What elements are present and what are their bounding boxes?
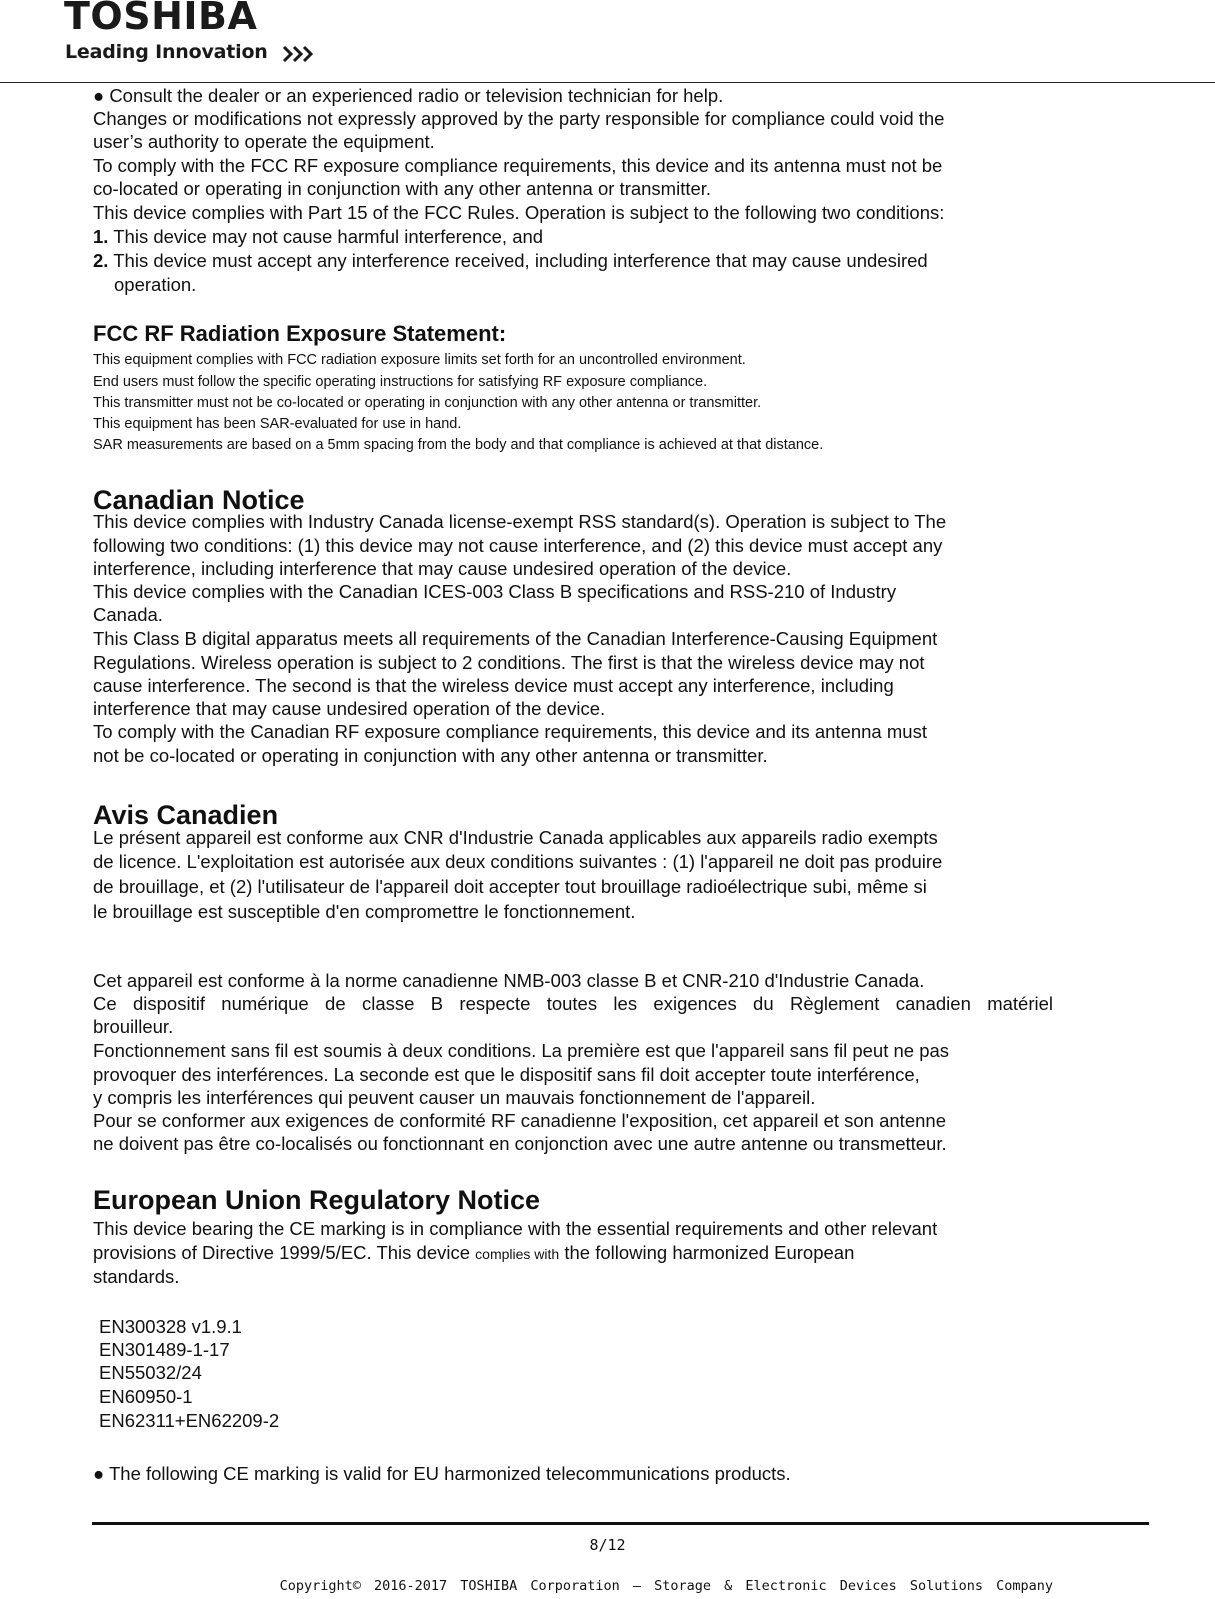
eu-line-part: the following harmonized European: [559, 1242, 855, 1263]
canadian-line: interference, including interference that may cause undesired operation of the device.: [93, 558, 792, 579]
fcc-line: This equipment has been SAR-evaluated for use in hand.: [93, 416, 462, 432]
intro-line: co-located or operating in conjunction with any other antenna or transmitter.: [93, 178, 712, 199]
page-number: 8/12: [589, 1536, 626, 1554]
canadian-line: This Class B digital apparatus meets all requirements of the Canadian Interference-Causing Equipment: [93, 628, 938, 649]
avis-line: Fonctionnement sans fil est soumis à deux conditions. La première est que l'appareil sans fil peut ne pas: [93, 1040, 950, 1061]
avis-line: y compris les interférences qui peuvent causer un mauvais fonctionnement de l'appareil.: [93, 1087, 816, 1108]
avis-line: de licence. L'exploitation est autorisée aux deux conditions suivantes : (1) l'appareil ne doit pas produire: [93, 851, 943, 872]
nmb-line: Cet appareil est conforme à la norme canadienne NMB-003 classe B et CNR-210 d'Industrie Canada.: [93, 970, 925, 991]
canadian-line: interference that may cause undesired operation of the device.: [93, 698, 606, 719]
standard-item: EN300328 v1.9.1: [99, 1316, 242, 1337]
chevrons-icon: [282, 45, 316, 63]
fcc-line: This equipment complies with FCC radiation exposure limits set forth for an uncontrolled environment.: [93, 352, 746, 368]
canadian-notice-heading: Canadian Notice: [93, 485, 305, 515]
tagline: Leading Innovation: [65, 41, 268, 63]
page-header: [0, 0, 1215, 83]
condition-1: [93, 226, 543, 248]
fcc-line: This transmitter must not be co-located or operating in conjunction with any other antenna or transmitter.: [93, 395, 762, 411]
canadian-line: Canada.: [93, 604, 163, 625]
eu-line: This device bearing the CE marking is in compliance with the essential requirements and other relevant: [93, 1218, 938, 1239]
condition-1-number: 1.: [93, 226, 109, 247]
standard-item: EN60950-1: [99, 1386, 193, 1407]
canadian-line: To comply with the Canadian RF exposure compliance requirements, this device and its antenna must: [93, 721, 927, 742]
fcc-line: SAR measurements are based on a 5mm spacing from the body and that compliance is achieved at that distance.: [93, 437, 824, 453]
dispositif-line: Ce dispositif numérique de classe B respecte toutes les exigences du Règlement canadien matériel: [93, 993, 1053, 1014]
fcc-heading: FCC RF Radiation Exposure Statement:: [93, 321, 507, 346]
eu-line: standards.: [93, 1266, 180, 1287]
eu-line-part: provisions of Directive 1999/5/EC. This device: [93, 1242, 476, 1263]
condition-2: [93, 250, 928, 272]
avis-line: ne doivent pas être co-localisés ou fonctionnant en conjonction avec une autre antenne ou transmetteur.: [93, 1133, 947, 1154]
condition-2-text: This device must accept any interference received, including interference that may cause undesired: [108, 250, 928, 271]
avis-line: de brouillage, et (2) l'utilisateur de l'appareil doit accepter tout brouillage radioélectrique subi, même si: [93, 876, 927, 897]
avis-line: le brouillage est susceptible d'en compromettre le fonctionnement.: [93, 901, 636, 922]
canadian-line: following two conditions: (1) this device may not cause interference, and (2) this device must accept any: [93, 535, 943, 556]
avis-line: provoquer des interférences. La seconde est que le dispositif sans fil doit accepter toute interférence,: [93, 1064, 920, 1085]
copyright-notice: Copyright© 2016-2017 TOSHIBA Corporation – Storage & Electronic Devices Solutions Company: [279, 1578, 1053, 1594]
canadian-line: not be co-located or operating in conjunction with any other antenna or transmitter.: [93, 745, 768, 766]
intro-line: user’s authority to operate the equipment.: [93, 131, 435, 152]
avis-canadien-heading: Avis Canadien: [93, 800, 279, 830]
intro-line: Changes or modifications not expressly approved by the party responsible for compliance could void the: [93, 108, 945, 129]
eu-line: [93, 1242, 854, 1265]
eu-line-small: complies with: [475, 1246, 560, 1262]
avis-line: Pour se conformer aux exigences de conformité RF canadienne l'exposition, cet appareil et son antenne: [93, 1110, 946, 1131]
condition-2-number: 2.: [93, 250, 109, 271]
canadian-line: This device complies with the Canadian ICES-003 Class B specifications and RSS-210 of Industry: [93, 581, 897, 602]
avis-line: Le présent appareil est conforme aux CNR d'Industrie Canada applicables aux appareils radio exempts: [93, 827, 938, 848]
toshiba-logo: TOSHIBA: [64, 0, 258, 38]
intro-line: This device complies with Part 15 of the FCC Rules. Operation is subject to the following two conditions:: [93, 202, 945, 223]
canadian-line: cause interference. The second is that the wireless device must accept any interference, including: [93, 675, 894, 696]
footer-divider: [92, 1522, 1149, 1525]
condition-1-text: This device may not cause harmful interference, and: [108, 226, 544, 247]
canadian-line: This device complies with Industry Canada license-exempt RSS standard(s). Operation is subject to The: [93, 511, 947, 532]
avis-line: brouilleur.: [93, 1016, 174, 1037]
standard-item: EN62311+EN62209-2: [99, 1410, 280, 1431]
intro-line: To comply with the FCC RF exposure compliance requirements, this device and its antenna must not be: [93, 155, 943, 176]
standard-item: EN55032/24: [99, 1362, 202, 1383]
consult-bullet: ● Consult the dealer or an experienced radio or television technician for help.: [93, 85, 724, 106]
condition-2-continuation: operation.: [114, 274, 197, 295]
eu-notice-heading: European Union Regulatory Notice: [93, 1185, 541, 1215]
ce-marking-bullet: ● The following CE marking is valid for EU harmonized telecommunications products.: [93, 1463, 791, 1484]
fcc-line: End users must follow the specific operating instructions for satisfying RF exposure compliance.: [93, 374, 708, 390]
canadian-line: Regulations. Wireless operation is subject to 2 conditions. The first is that the wireless device may not: [93, 652, 925, 673]
standard-item: EN301489-1-17: [99, 1339, 230, 1360]
